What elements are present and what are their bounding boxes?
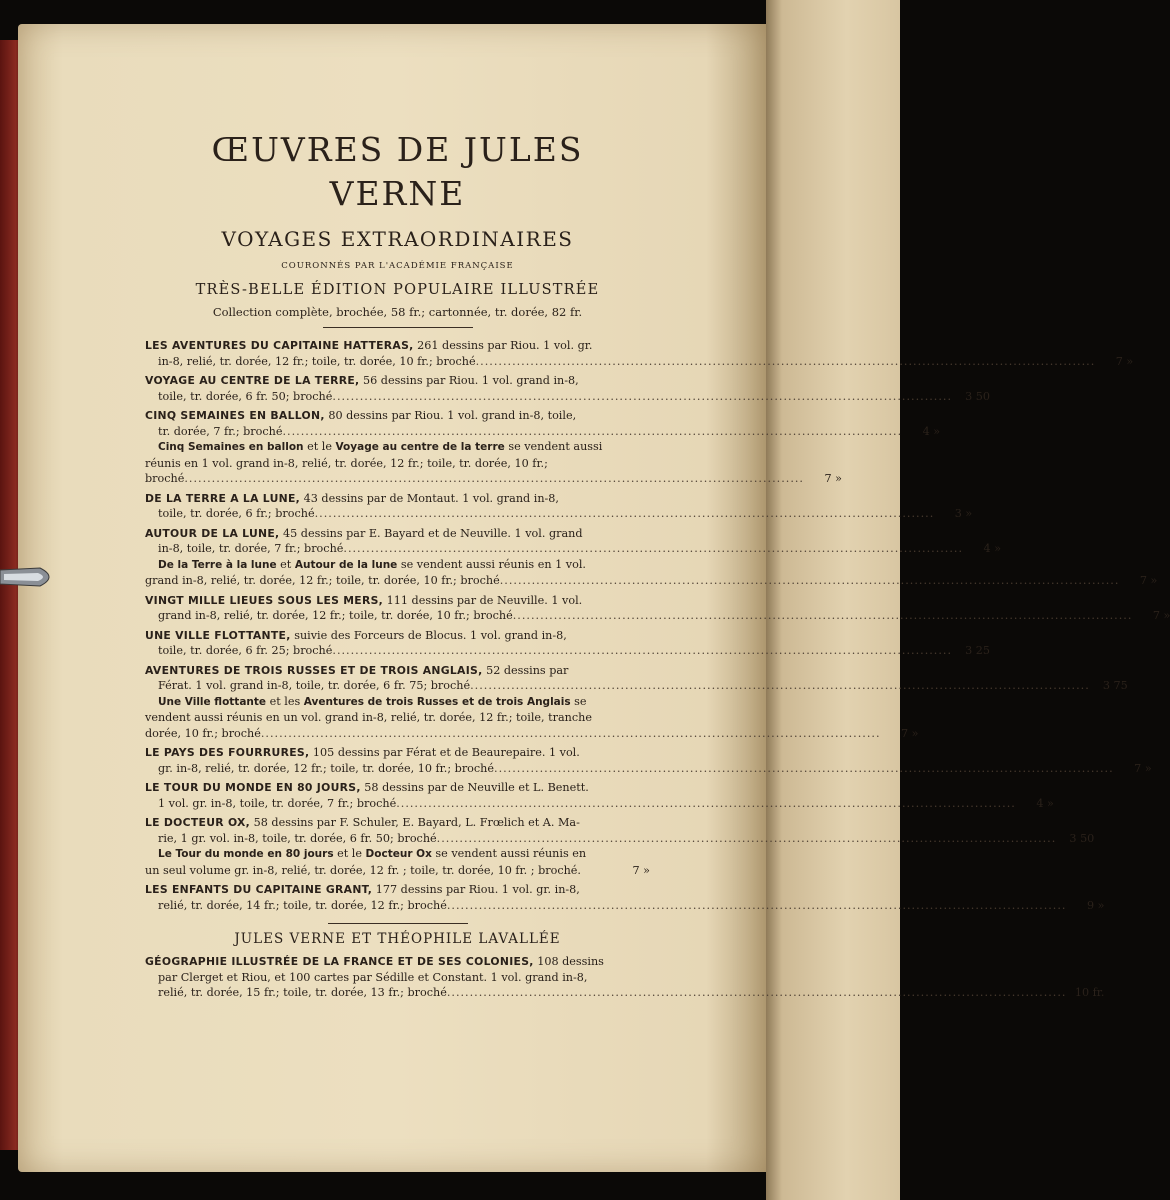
catalog-entry: LE DOCTEUR OX, 58 dessins par F. Schuler, E. Bayard, L. Frœlich et A. Ma- rie, 1 gr. vol. in-8, toile, tr. dorée, 6 fr. 50; broché ........................................................................................................................................ 3 50 Le Tour du monde en 80 jours et le Docteur Ox se vendent aussi réunis en un seul volume gr. in-8, relié, tr. dorée, 12 fr. ; toile, tr. dorée, 10 fr. ; broché. 7 » [145, 816, 1095, 877]
academy-note: COURONNÉS PAR L'ACADÉMIE FRANÇAISE [281, 261, 514, 271]
catalog-entry: AVENTURES DE TROIS RUSSES ET DE TROIS ANGLAIS, 52 dessins par Férat. 1 vol. grand in-8, toile, tr. dorée, 6 fr. 75; broché ........................................................................................................................................ 3 75 Une Ville flottante et les Aventures de trois Russes et de trois Anglais se vendent aussi réunis en un vol. grand in-8, relié, tr. dorée, 12 fr.; toile, tranche dorée, 10 fr.; broché ........................................................................................................................................ 7 » [145, 663, 1128, 740]
book-formats: rie, 1 gr. vol. in-8, toile, tr. dorée, 6 fr. 50; broché [158, 831, 437, 845]
book-title: GÉOGRAPHIE ILLUSTRÉE DE LA FRANCE ET DE SES COLONIES, [145, 955, 534, 968]
book-formats: toile, tr. dorée, 6 fr.; broché [158, 507, 315, 520]
book-title: VOYAGE AU CENTRE DE LA TERRE, [145, 374, 360, 387]
book-title: DE LA TERRE A LA LUNE, [145, 491, 301, 505]
book-details: 45 dessins par E. Bayard et de Neuville. 1 vol. grand [279, 526, 583, 540]
book-details: 111 dessins par de Neuville. 1 vol. [383, 593, 583, 607]
book-title: CINQ SEMAINES EN BALLON, [145, 409, 325, 422]
book-title: LE DOCTEUR OX, [145, 816, 251, 829]
book-formats: in-8, relié, tr. dorée, 12 fr.; toile, tr. dorée, 10 fr.; broché [158, 354, 476, 368]
book-price: 7 » [901, 726, 919, 740]
book-price: 3 75 [1102, 679, 1128, 692]
book-price: 7 » [824, 472, 842, 485]
collection-price: Collection complète, brochée, 58 fr.; cartonnée, tr. dorée, 82 fr. [212, 305, 583, 319]
catalog-entry: DE LA TERRE A LA LUNE, 43 dessins par de Montaut. 1 vol. grand in-8, toile, tr. dorée, 6 fr.; broché ........................................................................................................................................ 3 » [145, 491, 973, 520]
book-title: UNE VILLE FLOTTANTE, [145, 628, 291, 642]
page-title: ŒUVRES DE JULES VERNE [211, 130, 584, 213]
catalog-entry: VINGT MILLE LIEUES SOUS LES MERS, 111 dessins par de Neuville. 1 vol. grand in-8, relié, tr. dorée, 12 fr.; toile, tr. dorée, 10 fr.; broché ........................................................................................................................................ 7 » [145, 593, 1170, 622]
book-details: 43 dessins par de Montaut. 1 vol. grand in-8, [300, 491, 559, 505]
book-price: 7 » [1134, 761, 1152, 775]
book-price: 9 » [1086, 898, 1105, 912]
book-title: LES AVENTURES DU CAPITAINE HATTERAS, [145, 339, 414, 352]
book-details: 56 dessins par Riou. 1 vol. grand in-8, [359, 374, 579, 387]
book-details: suivie des Forceurs de Blocus. 1 vol. grand in-8, [290, 628, 567, 642]
catalog-entry: LES AVENTURES DU CAPITAINE HATTERAS, 261 dessins par Riou. 1 vol. gr. in-8, relié, tr. dorée, 12 fr.; toile, tr. dorée, 10 fr.; broché ........................................................................................................................................ 7 » [145, 339, 1134, 368]
book-price: 3 » [954, 507, 973, 520]
book-price: 3 50 [1069, 831, 1095, 845]
catalog-entry: UNE VILLE FLOTTANTE, suivie des Forceurs de Blocus. 1 vol. grand in-8, toile, tr. dorée, 6 fr. 25; broché ........................................................................................................................................ 3 25 [145, 628, 991, 657]
book-title: LES ENFANTS DU CAPITAINE GRANT, [145, 883, 373, 896]
book-details: 105 dessins par Férat et de Beaurepaire. 1 vol. [309, 746, 580, 759]
book-details: 261 dessins par Riou. 1 vol. gr. [413, 339, 593, 352]
book-price: 4 » [1036, 796, 1054, 810]
book-formats: toile, tr. dorée, 6 fr. 50; broché [158, 389, 333, 403]
book-title: LE TOUR DU MONDE EN 80 JOURS, [145, 781, 361, 794]
catalog-entry: LES ENFANTS DU CAPITAINE GRANT, 177 dessins par Riou. 1 vol. gr. in-8, relié, tr. dorée, 14 fr.; toile, tr. dorée, 12 fr.; broché ........................................................................................................................................ 9 » [145, 883, 1105, 912]
divider [323, 327, 473, 328]
catalog-entry: AUTOUR DE LA LUNE, 45 dessins par E. Bayard et de Neuville. 1 vol. grand in-8, toile, tr. dorée, 7 fr.; broché ........................................................................................................................................ 4 » De la Terre à la lune et Autour de la lune se vendent aussi réunis en 1 vol. grand in-8, relié, tr. dorée, 12 fr.; toile, tr. dorée, 10 fr.; broché ........................................................................................................................................ 7 » [145, 526, 1158, 587]
catalog-entry: CINQ SEMAINES EN BALLON, 80 dessins par Riou. 1 vol. grand in-8, toile, tr. dorée, 7 fr.; broché ........................................................................................................................................ 4 » Cinq Semaines en ballon et le Voyage au centre de la terre se vendent aussi réunis en 1 vol. grand in-8, relié, tr. dorée, 12 fr.; toile, tr. dorée, 10 fr.; broché ........................................................................................................................................ 7 » [145, 409, 941, 485]
book-title: VINGT MILLE LIEUES SOUS LES MERS, [145, 593, 384, 607]
book-price: 4 » [983, 542, 1002, 555]
book-formats: toile, tr. dorée, 6 fr. 25; broché [158, 644, 333, 657]
series-subtitle: VOYAGES EXTRAORDINAIRES [221, 227, 574, 251]
book-price: 7 » [1115, 354, 1134, 368]
book-details: 80 dessins par Riou. 1 vol. grand in-8, toile, [324, 409, 577, 422]
divider [328, 923, 468, 924]
book-details: 52 dessins par [482, 663, 569, 677]
book-formats: tr. dorée, 7 fr.; broché [158, 424, 283, 438]
catalog-content [145, 128, 1170, 1005]
book-price: 7 » [1139, 574, 1158, 587]
catalog-entry: LE PAYS DES FOURRURES, 105 dessins par Férat et de Beaurepaire. 1 vol. gr. in-8, relié, tr. dorée, 12 fr.; toile, tr. dorée, 10 fr.; broché ........................................................................................................................................ 7 » [145, 746, 1152, 775]
book-details: 108 dessins [533, 955, 604, 968]
facing-page [766, 0, 900, 1200]
book-formats: grand in-8, relié, tr. dorée, 12 fr.; toile, tr. dorée, 10 fr.; broché [158, 609, 513, 622]
book-price: 7 » [632, 863, 650, 877]
catalog-entry: GÉOGRAPHIE ILLUSTRÉE DE LA FRANCE ET DE SES COLONIES, 108 dessins par Clerget et Riou, et 100 cartes par Sédille et Constant. 1 vol. grand in-8, relié, tr. dorée, 15 fr.; toile, tr. dorée, 13 fr.; broché ........................................................................................................................................ 10 fr. [145, 955, 1105, 999]
book-formats: relié, tr. dorée, 14 fr.; toile, tr. dorée, 12 fr.; broché [158, 898, 447, 912]
catalog-entry: LE TOUR DU MONDE EN 80 JOURS, 58 dessins par de Neuville et L. Benett. 1 vol. gr. in-8, toile, tr. dorée, 7 fr.; broché ........................................................................................................................................ 4 » [145, 781, 1054, 810]
book-details: 58 dessins par de Neuville et L. Benett. [360, 781, 589, 794]
book-formats: 1 vol. gr. in-8, toile, tr. dorée, 7 fr.; broché [158, 796, 397, 810]
book-details: 177 dessins par Riou. 1 vol. gr. in-8, [372, 883, 580, 896]
book-title: AUTOUR DE LA LUNE, [145, 526, 280, 540]
book-price: 4 » [922, 424, 941, 438]
book-formats: Férat. 1 vol. grand in-8, toile, tr. dorée, 6 fr. 75; broché [158, 679, 471, 692]
book-price: 3 50 [965, 389, 991, 403]
edition-heading: TRÈS-BELLE ÉDITION POPULAIRE ILLUSTRÉE [195, 282, 600, 298]
book-details: 58 dessins par F. Schuler, E. Bayard, L. Frœlich et A. Ma- [250, 816, 580, 829]
ribbon-bookmark-icon [0, 562, 62, 592]
book-title: LE PAYS DES FOURRURES, [145, 746, 310, 759]
book-title: AVENTURES DE TROIS RUSSES ET DE TROIS ANGLAIS, [145, 663, 483, 677]
book-price: 10 fr. [1074, 986, 1105, 999]
book-price: 7 » [1152, 609, 1170, 622]
book-price: 3 25 [965, 644, 991, 657]
catalog-entry: VOYAGE AU CENTRE DE LA TERRE, 56 dessins par Riou. 1 vol. grand in-8, toile, tr. dorée, 6 fr. 50; broché ........................................................................................................................................ 3 50 [145, 374, 991, 403]
book-formats: gr. in-8, relié, tr. dorée, 12 fr.; toile, tr. dorée, 10 fr.; broché [158, 761, 495, 775]
book-formats: in-8, toile, tr. dorée, 7 fr.; broché [158, 542, 344, 555]
section-heading: JULES VERNE ET THÉOPHILE LAVALLÉE [234, 931, 561, 947]
